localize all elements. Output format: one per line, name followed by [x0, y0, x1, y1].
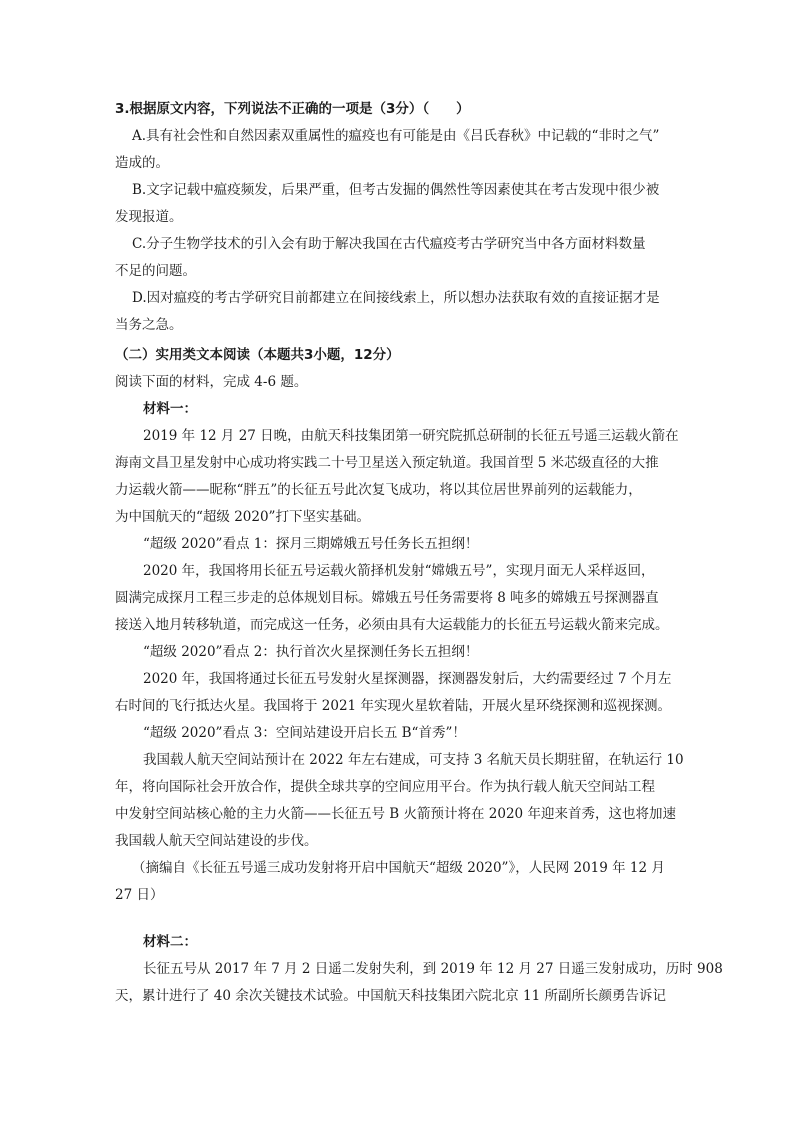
material-1-p2-line-1: 2020 年，我国将用长征五号运载火箭择机发射“嫦娥五号”，实现月面无人采样返回，: [143, 563, 655, 579]
material-2-p1-line-1: 长征五号从 2017 年 7 月 2 日遥二发射失利，到 2019 年 12 月 27 日遥三发射成功，历时 908: [143, 961, 723, 977]
material-1-source-line-2: 27 日）: [115, 887, 164, 903]
highlight-1: “超级 2020”看点 1：探月三期嫦娥五号任务长五担纲！: [143, 536, 479, 552]
material-1-p1-line-3: 力运载火箭——昵称“胖五”的长征五号此次复飞成功，将以其位居世界前列的运载能力，: [115, 482, 642, 498]
material-1-source-line-1: （摘编自《长征五号遥三成功发射将开启中国航天“超级 2020”》，人民网 2019 年 12 月: [132, 860, 665, 876]
material-1-p1-line-1: 2019 年 12 月 27 日晚，由航天科技集团第一研究院抓总研制的长征五号遥三运载火箭在: [143, 428, 679, 444]
option-b-line-1: B.文字记载中瘟疫频发，后果严重，但考古发掘的偶然性等因素使其在考古发现中很少被: [132, 182, 660, 198]
material-1-p3-line-2: 右时间的飞行抵达火星。我国将于 2021 年实现火星软着陆，开展火星环绕探测和巡视探测。: [115, 698, 671, 714]
material-1-p2-line-3: 接送入地月转移轨道，而完成这一任务，必须由具有大运载能力的长征五号运载火箭来完成。: [115, 617, 669, 633]
material-1-p2-line-2: 圆满完成探月工程三步走的总体规划目标。嫦娥五号任务需要将 8 吨多的嫦娥五号探测器直: [115, 590, 659, 606]
option-a-line-2: 造成的。: [115, 155, 169, 171]
option-d-line-1: D.因对瘟疫的考古学研究目前都建立在间接线索上，所以想办法获取有效的直接证据才是: [132, 290, 660, 306]
option-a-line-1: A.具有社会性和自然因素双重属性的瘟疫也有可能是由《吕氏春秋》中记载的“非时之气”: [132, 128, 660, 144]
material-1-p3-line-1: 2020 年，我国将通过长征五号发射火星探测器，探测器发射后，大约需要经过 7 个月左: [143, 671, 672, 687]
material-2-p1-line-2: 天，累计进行了 40 余次关键技术试验。中国航天科技集团六院北京 11 所副所长颜勇告诉记: [115, 988, 667, 1004]
material-1-p4-line-1: 我国载人航天空间站预计在 2022 年左右建成，可支持 3 名航天员长期驻留，在轨运行 10: [143, 752, 684, 768]
option-d-line-2: 当务之急。: [115, 317, 183, 333]
material-2-title: 材料二：: [143, 934, 197, 950]
option-b-line-2: 发现报道。: [115, 209, 183, 225]
section-instruction: 阅读下面的材料，完成 4-6 题。: [115, 374, 308, 390]
section-heading: （二）实用类文本阅读（本题共3小题，12分）: [115, 347, 400, 363]
material-1-p4-line-2: 年，将向国际社会开放合作，提供全球共享的空间应用平台。作为执行载人航天空间站工程: [115, 779, 655, 795]
material-1-p4-line-4: 我国载人航天空间站建设的步伐。: [115, 833, 318, 849]
highlight-2: “超级 2020”看点 2：执行首次火星探测任务长五担纲！: [143, 644, 479, 660]
option-c-line-2: 不足的问题。: [115, 263, 196, 279]
highlight-3: “超级 2020”看点 3：空间站建设开启长五 B“首秀”！: [143, 725, 466, 741]
material-1-p1-line-2: 海南文昌卫星发射中心成功将实践二十号卫星送入预定轨道。我国首型 5 米芯级直径的大推: [115, 455, 659, 471]
question-3-stem: 3.根据原文内容，下列说法不正确的一项是（3分）（ ）: [115, 101, 470, 117]
material-1-p4-line-3: 中发射空间站核心舱的主力火箭——长征五号 B 火箭预计将在 2020 年迎来首秀，这也将加速: [115, 806, 676, 822]
material-1-p1-line-4: 为中国航天的“超级 2020”打下坚实基础。: [115, 509, 370, 525]
material-1-title: 材料一：: [143, 401, 197, 417]
option-c-line-1: C.分子生物学技术的引入会有助于解决我国在古代瘟疫考古学研究当中各方面材料数量: [132, 236, 646, 252]
